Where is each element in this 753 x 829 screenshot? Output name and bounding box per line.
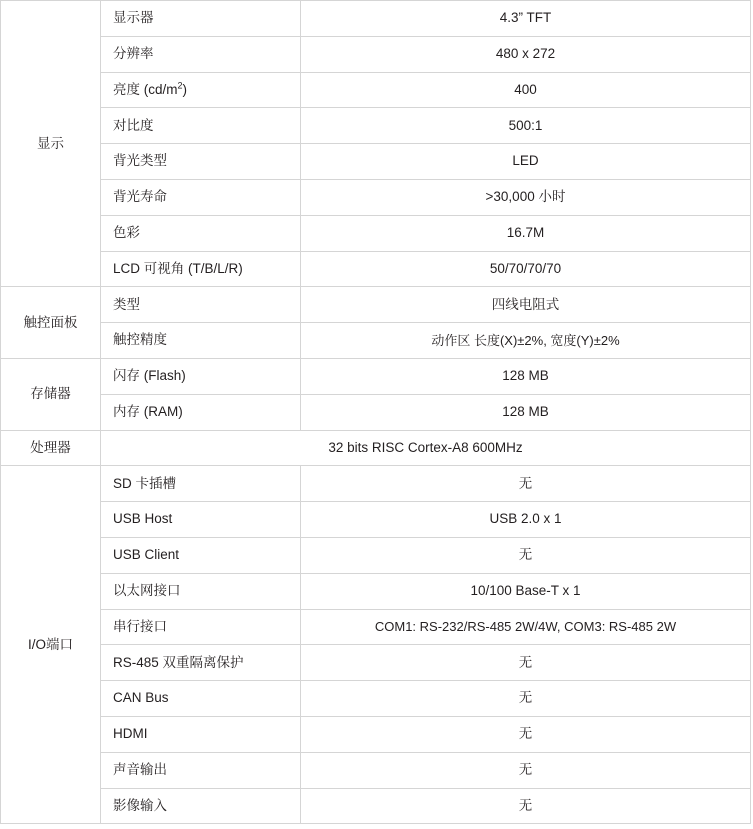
group-label-io-ports: I/O端口 [1,466,101,824]
spec-value: 无 [301,537,751,573]
spec-value: 无 [301,645,751,681]
spec-value: 动作区 长度(X)±2%, 宽度(Y)±2% [301,323,751,359]
group-label-processor: 处理器 [1,430,101,466]
spec-item-brightness [101,72,301,108]
spec-value: 10/100 Base-T x 1 [301,573,751,609]
spec-value: USB 2.0 x 1 [301,502,751,538]
spec-value: 四线电阻式 [301,287,751,323]
spec-item: 背光类型 [101,144,301,180]
table-row [1,358,751,394]
spec-item: RS-485 双重隔离保护 [101,645,301,681]
spec-item: 色彩 [101,215,301,251]
table-row [1,394,751,430]
table-row [1,36,751,72]
group-label-display: 显示 [1,1,101,287]
table-row [1,537,751,573]
table-row [1,215,751,251]
spec-value: 128 MB [301,358,751,394]
table-body [1,1,751,824]
spec-value: 50/70/70/70 [301,251,751,287]
spec-item: 声音输出 [101,752,301,788]
spec-value: 无 [301,716,751,752]
spec-item: 内存 (RAM) [101,394,301,430]
spec-item: 对比度 [101,108,301,144]
spec-item: USB Host [101,502,301,538]
spec-value: 无 [301,752,751,788]
spec-value: 480 x 272 [301,36,751,72]
table-row [1,1,751,37]
spec-item: 分辨率 [101,36,301,72]
table-row [1,251,751,287]
table-row [1,179,751,215]
spec-item: 串行接口 [101,609,301,645]
spec-value: >30,000 小时 [301,179,751,215]
table-row [1,752,751,788]
spec-item: USB Client [101,537,301,573]
spec-item: LCD 可视角 (T/B/L/R) [101,251,301,287]
spec-value: LED [301,144,751,180]
table-row [1,788,751,824]
spec-value: 128 MB [301,394,751,430]
spec-item-brightness-tail: ) [182,81,188,97]
table-row [1,287,751,323]
table-row [1,430,751,466]
table-row [1,72,751,108]
spec-item: SD 卡插槽 [101,466,301,502]
spec-value: 无 [301,466,751,502]
table-row [1,645,751,681]
spec-value: 16.7M [301,215,751,251]
table-row [1,108,751,144]
spec-value: 无 [301,681,751,717]
table-row [1,502,751,538]
spec-value: 500:1 [301,108,751,144]
table-row [1,323,751,359]
spec-item: 触控精度 [101,323,301,359]
spec-item: CAN Bus [101,681,301,717]
spec-item: 影像输入 [101,788,301,824]
spec-item: 显示器 [101,1,301,37]
spec-item-brightness-base: 亮度 (cd/m [113,81,178,97]
spec-item: HDMI [101,716,301,752]
table-row [1,681,751,717]
spec-item: 类型 [101,287,301,323]
spec-value: 无 [301,788,751,824]
spec-value: 4.3” TFT [301,1,751,37]
table-row [1,144,751,180]
spec-item: 以太网接口 [101,573,301,609]
group-label-touch-panel: 触控面板 [1,287,101,359]
table-row [1,466,751,502]
table-row [1,609,751,645]
spec-item-brightness-sup: 2 [177,80,183,91]
table-row [1,716,751,752]
spec-value: 32 bits RISC Cortex-A8 600MHz [101,430,751,466]
spec-value: COM1: RS-232/RS-485 2W/4W, COM3: RS-485 2W [301,609,751,645]
spec-item: 闪存 (Flash) [101,358,301,394]
spec-item: 背光寿命 [101,179,301,215]
table-row [1,573,751,609]
spec-value: 400 [301,72,751,108]
group-label-memory: 存储器 [1,358,101,430]
